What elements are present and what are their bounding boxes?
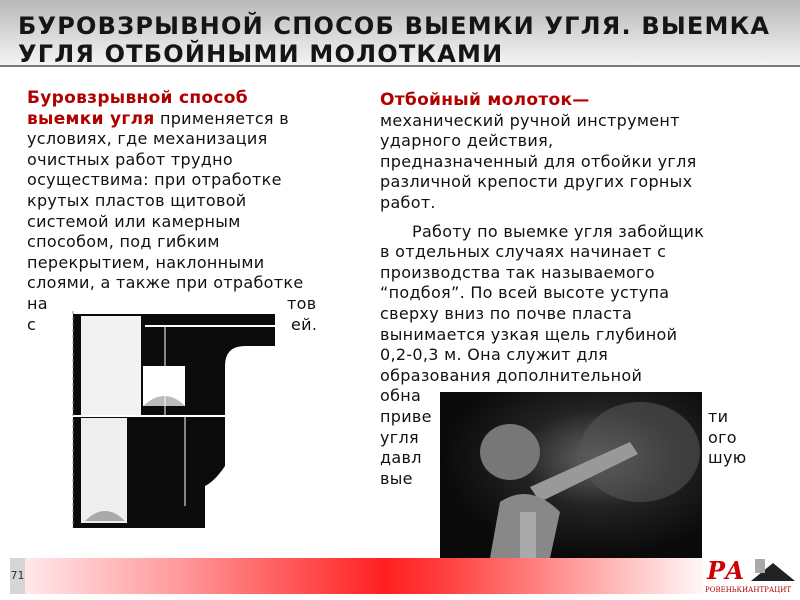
text: слоями, а также при отработке (27, 273, 304, 293)
text: ударного действия, (380, 131, 554, 151)
title-line: БУРОВЗРЫВНОЙ СПОСОБ ВЫЕМКИ УГЛЯ. ВЫЕМКА (18, 12, 771, 40)
text: работ. (380, 192, 436, 212)
page-number: 71 (10, 558, 25, 594)
text: тов (287, 293, 317, 313)
text: 0,2-0,3 м. Она служит для (380, 345, 609, 365)
term: выемки угля (27, 108, 155, 129)
text: механический ручной инструмент (380, 110, 680, 130)
text: “подбоя”. По всей высоте уступа (380, 283, 670, 303)
svg-text:РА: РА (707, 556, 745, 585)
text: перекрытием, наклонными (27, 252, 265, 272)
footer-bar (10, 558, 790, 594)
mining-diagram-image (65, 306, 277, 528)
text: производства так называемого (380, 262, 655, 282)
text: условиях, где механизация (27, 129, 268, 149)
text: в отдельных случаях начинает с (380, 242, 667, 262)
text: шую (708, 448, 747, 468)
text: крутых пластов щитовой (27, 190, 247, 210)
text: с (27, 314, 37, 334)
text: очистных работ трудно (27, 149, 233, 169)
left-column (27, 88, 327, 335)
slide-title (18, 12, 770, 68)
text: ей. (291, 314, 318, 334)
text: осуществима: при отработке (27, 170, 282, 190)
term: Буровзрывной способ (27, 88, 248, 108)
text: различной крепости других горных (380, 172, 693, 192)
text: ого (708, 427, 737, 447)
text: вые (380, 468, 413, 488)
svg-text:РОВЕНЬКИАНТРАЦИТ: РОВЕНЬКИАНТРАЦИТ (705, 586, 792, 594)
text: давл (380, 448, 422, 468)
text: сверху вниз по почве пласта (380, 303, 633, 323)
title-line: УГЛЯ ОТБОЙНЫМИ МОЛОТКАМИ (18, 40, 504, 68)
title-bar (0, 0, 800, 67)
text: обна (380, 386, 422, 406)
footer-gradient (25, 558, 790, 594)
text: предназначенный для отбойки угля (380, 151, 697, 171)
text: применяется в (159, 108, 289, 128)
text: ти (708, 406, 729, 426)
text: системой или камерным (27, 211, 241, 231)
text: Работу по выемке угля забойщик (412, 221, 705, 241)
text: способом, под гибким (27, 232, 220, 252)
miner-photo (440, 392, 702, 558)
text: образования дополнительной (380, 365, 643, 385)
text: угля (380, 427, 419, 447)
text: на (27, 293, 48, 313)
term: Отбойный молоток— (380, 90, 590, 110)
text: приве (380, 406, 432, 426)
company-logo (703, 551, 795, 595)
text: вынимается узкая щель глубиной (380, 324, 678, 344)
